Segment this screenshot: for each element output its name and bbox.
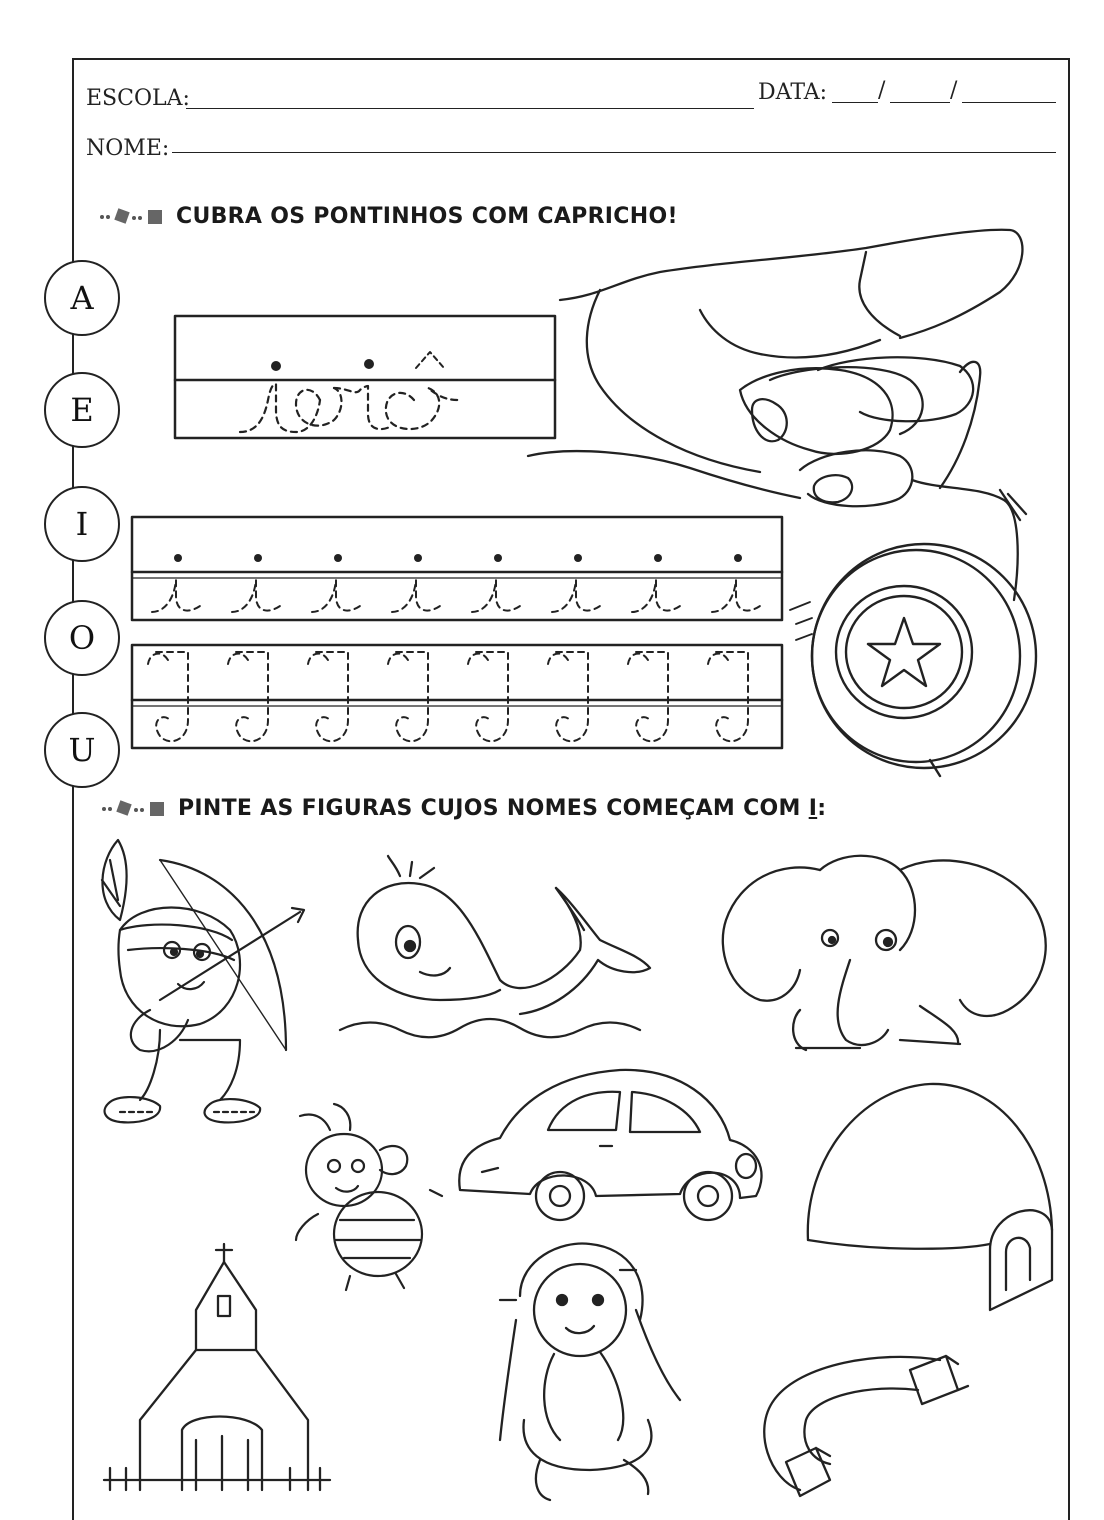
trace-dot bbox=[334, 554, 342, 562]
indian-boy-figure[interactable] bbox=[102, 840, 304, 1122]
hand-illustration bbox=[528, 230, 1026, 600]
trace-letter-i-uppercase[interactable] bbox=[228, 652, 268, 741]
trace-dot bbox=[654, 554, 662, 562]
trace-dot bbox=[414, 554, 422, 562]
trace-letter-i-uppercase[interactable] bbox=[708, 652, 748, 741]
trace-letter-i-cursive[interactable] bbox=[472, 580, 520, 612]
trace-letter-i-uppercase[interactable] bbox=[548, 652, 588, 741]
trace-letter-i-cursive[interactable] bbox=[152, 580, 200, 612]
trace-letter-i-uppercase[interactable] bbox=[388, 652, 428, 741]
trace-letter-i-uppercase[interactable] bbox=[468, 652, 508, 741]
trace-dot bbox=[574, 554, 582, 562]
trace-dot bbox=[734, 554, 742, 562]
magnet-figure[interactable] bbox=[764, 1356, 968, 1496]
whale-figure[interactable] bbox=[340, 856, 650, 1037]
church-figure[interactable] bbox=[104, 1244, 330, 1490]
trace-dot bbox=[494, 554, 502, 562]
date-sep-1: / bbox=[878, 78, 886, 103]
trace-letter-i-cursive[interactable] bbox=[312, 580, 360, 612]
trace-dot bbox=[174, 554, 182, 562]
name-label: NOME: bbox=[86, 136, 170, 161]
vowel-a: A bbox=[70, 279, 94, 317]
trace-box-i-cursive[interactable] bbox=[132, 517, 782, 620]
vowel-o: O bbox=[68, 619, 96, 657]
instruction-2-text: PINTE AS FIGURAS CUJOS NOMES COMEÇAM COM bbox=[178, 796, 809, 821]
trace-letter-i-cursive[interactable] bbox=[232, 580, 280, 612]
school-label: ESCOLA: bbox=[86, 86, 190, 111]
trace-letter-i-uppercase[interactable] bbox=[308, 652, 348, 741]
igloo-figure[interactable] bbox=[808, 1084, 1052, 1310]
trace-letter-i-cursive[interactable] bbox=[632, 580, 680, 612]
vowel-i: I bbox=[75, 505, 89, 543]
instruction-2-letter: I bbox=[808, 796, 818, 821]
trace-dot bbox=[254, 554, 262, 562]
trace-letter-i-uppercase[interactable] bbox=[628, 652, 668, 741]
date-sep-2: / bbox=[950, 78, 958, 103]
trace-letter-i-cursive[interactable] bbox=[552, 580, 600, 612]
bee-figure[interactable] bbox=[296, 1104, 442, 1290]
yoyo-illustration bbox=[790, 544, 1036, 776]
trace-letter-i-uppercase[interactable] bbox=[148, 652, 188, 741]
trace-box-i-uppercase[interactable] bbox=[132, 645, 782, 748]
trace-letter-i-cursive[interactable] bbox=[392, 580, 440, 612]
instruction-2-suffix: : bbox=[817, 796, 827, 821]
trace-letter-i-cursive[interactable] bbox=[712, 580, 760, 612]
trace-box-word[interactable] bbox=[175, 316, 555, 438]
vowel-u: U bbox=[68, 731, 96, 769]
doll-figure[interactable] bbox=[500, 1243, 680, 1500]
date-label: DATA: bbox=[758, 80, 828, 105]
vowel-e: E bbox=[70, 391, 94, 429]
instruction-1-text: CUBRA OS PONTINHOS COM CAPRICHO! bbox=[176, 204, 678, 229]
car-figure[interactable] bbox=[459, 1070, 761, 1220]
elephant-figure[interactable] bbox=[723, 856, 1046, 1050]
